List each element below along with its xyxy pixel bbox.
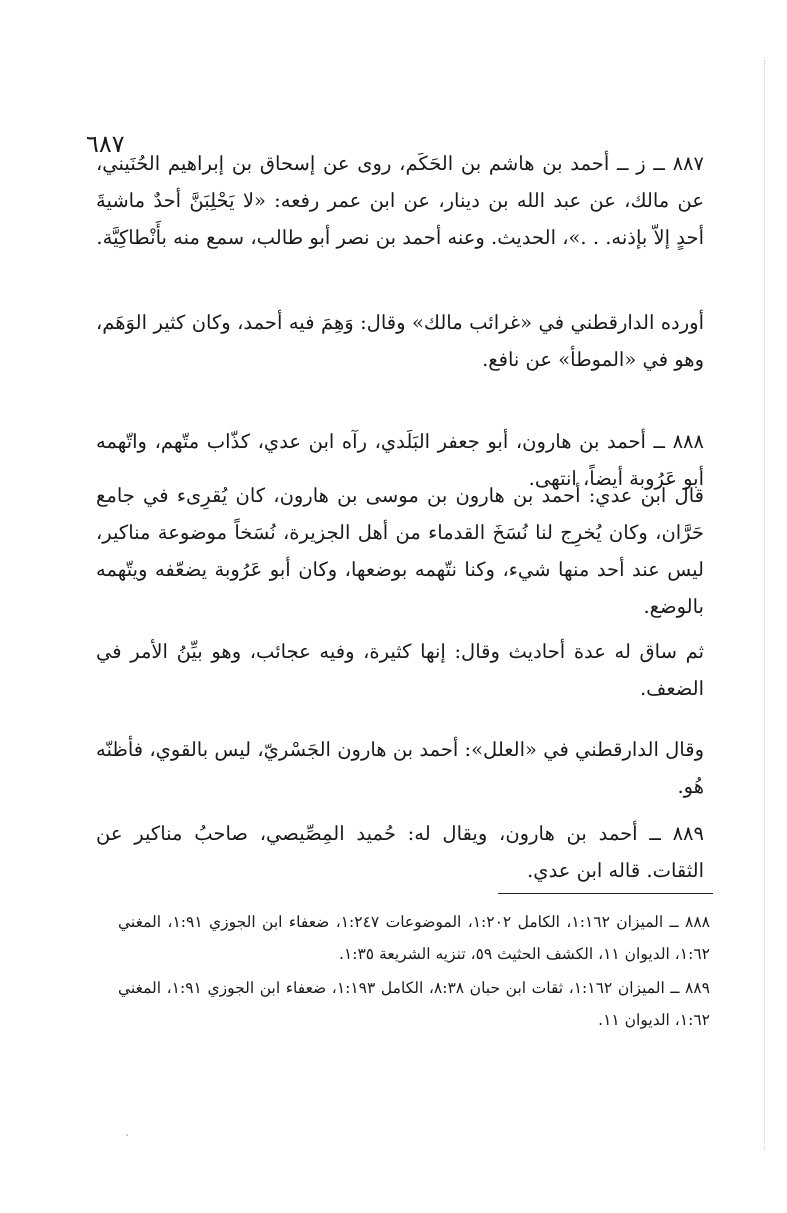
entry-887-note: أورده الدارقطني في «غرائب مالك» وقال: وَهِمَ فيه أحمد، وكان كثير الوَهَم، وهو في «الموطأ» عن نافع. — [96, 311, 704, 371]
entry-887: ٨٨٧ ــ ز ــ أحمد بن هاشم بن الحَكَم، روى عن إسحاق بن إبراهيم الحُنَيني، عن مالك، عن عبد الله بن دينار، عن ابن عمر رفعه: «لا يَحْلِبَنَّ أحدٌ ماشيةَ أحدٍ إلاّ بإذنه. . .»، الحديث. وعنه أحمد بن نصر أبو طالب، سمع منه بأَنْطاكِيَّة. — [96, 152, 704, 249]
footnote-888: ٨٨٨ ــ الميزان ١:١٦٢، الكامل ١:٢٠٢، الموضوعات ١:٢٤٧، ضعفاء ابن الجوزي ١:٩١، المغني ١:٦٢، الديوان ١١، الكشف الحثيث ٥٩، تنزيه الشريعة ١:٣٥. — [118, 913, 710, 963]
entry-888-hadiths: ثم ساق له عدة أحاديث وقال: إنها كثيرة، وفيه عجائب، وهو بيِّنُ الأمر في الضعف. — [96, 640, 704, 700]
entry-888-daraqutni: وقال الدارقطني في «العلل»: أحمد بن هارون الجَسْريّ، ليس بالقوي، فأظنّه هُو. — [96, 738, 704, 798]
entry-889: ٨٨٩ ــ أحمد بن هارون، ويقال له: حُميد المِصِّيصي، صاحبُ مناكير عن الثقات. قاله ابن عدي. — [96, 822, 704, 882]
entry-888-ibn-adi: قال ابن عدي: أحمد بن هارون بن موسى بن هارون، كان يُقرِىء في جامع حَرَّان، وكان يُخرِج لنا نُسَخَ القدماء من أهل الجزيرة، نُسَخاً موضوعة مناكير، ليس عند أحد منها شيء، وكنا نتّهمه بوضعها، وكان أبو عَرُوبة يضعّفه ويتّهمه بالوضع. — [96, 484, 704, 618]
entry-888: ٨٨٨ ــ أحمد بن هارون، أبو جعفر البَلَدي، رآه ابن عدي، كذّاب متّهم، واتّهمه أبو عَرُوبة أيضاً، انتهى. — [96, 430, 704, 490]
footnote-889: ٨٨٩ ــ الميزان ١:١٦٢، ثقات ابن حبان ٨:٣٨، الكامل ١:١٩٣، ضعفاء ابن الجوزي ١:٩١، المغني ١:٦٢، الديوان ١١. — [118, 979, 710, 1029]
footnote-separator — [498, 893, 713, 894]
scan-speck — [126, 1134, 128, 1136]
page-edge-shadow — [764, 60, 765, 1150]
page-number: ٦٨٧ — [86, 130, 125, 158]
